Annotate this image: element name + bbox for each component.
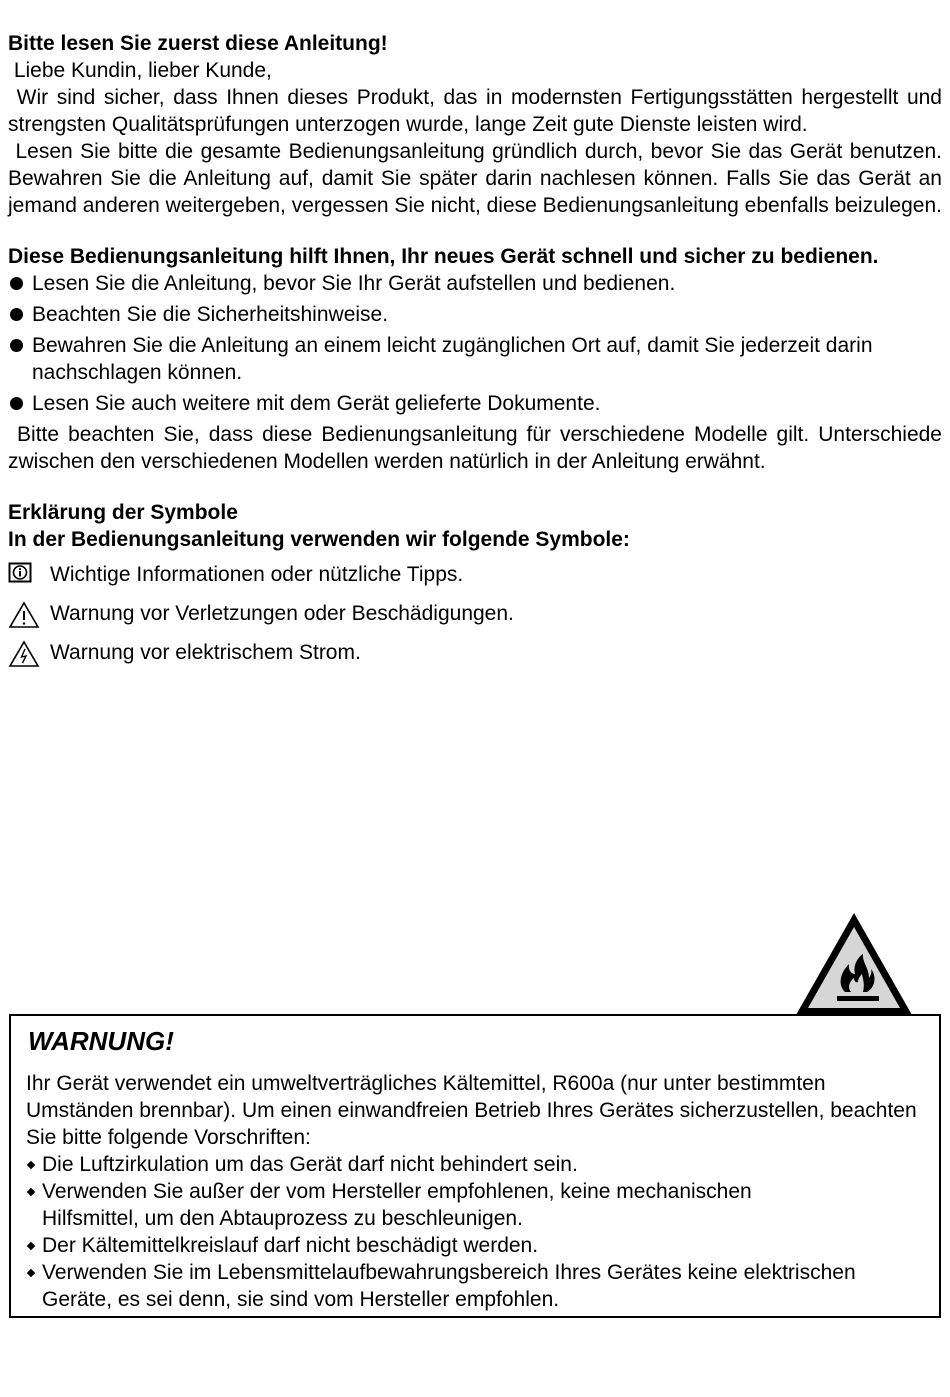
list-item: Die Luftzirkulation um das Gerät darf nicht behindert sein. xyxy=(26,1151,925,1178)
symbol-row-electric xyxy=(8,633,942,672)
warning-bullet-list xyxy=(26,1151,925,1313)
symbol-text-info: Wichtige Informationen oder nützliche Tipps. xyxy=(50,563,464,586)
list-item: Lesen Sie die Anleitung, bevor Sie Ihr Gerät aufstellen und bedienen. xyxy=(8,270,942,297)
bullet-icon xyxy=(10,308,23,321)
symbols-subheading: In der Bedienungsanleitung verwenden wir folgende Symbole: xyxy=(8,528,630,551)
flammable-warning-icon xyxy=(795,912,913,1016)
diamond-bullet-icon xyxy=(27,1188,35,1196)
symbol-row-warning xyxy=(8,594,942,633)
diamond-bullet-icon xyxy=(27,1269,35,1277)
list-item: Beachten Sie die Sicherheitshinweise. xyxy=(8,301,942,328)
greeting: Liebe Kundin, lieber Kunde, xyxy=(8,59,272,82)
symbol-text-electric: Warnung vor elektrischem Strom. xyxy=(50,641,361,664)
models-note: Bitte beachten Sie, dass diese Bedienungsanleitung für verschiedene Modelle gilt. Unterschiede zwischen den verschiedenen Modellen werden natürlich in der Anleitung erwähnt. xyxy=(8,423,948,473)
list-item: Der Kältemittelkreislauf darf nicht beschädigt werden. xyxy=(26,1232,925,1259)
symbol-text-warning: Warnung vor Verletzungen oder Beschädigungen. xyxy=(50,602,514,625)
list-item: Bewahren Sie die Anleitung an einem leicht zugänglichen Ort auf, damit Sie jederzeit darin nachschlagen können. xyxy=(8,332,942,386)
list-item: Lesen Sie auch weitere mit dem Gerät gelieferte Dokumente. xyxy=(8,390,942,417)
info-icon xyxy=(8,562,38,588)
bullet-icon xyxy=(10,339,23,352)
intro-paragraph-2: Lesen Sie bitte die gesamte Bedienungsanleitung gründlich durch, bevor Sie das Gerät benutzen. Bewahren Sie die Anleitung auf, damit Sie später darin nachlesen können. Falls Sie das Gerät an jemand anderen weitergeben, vergessen Sie nicht, diese Bedienungsanleitung ebenfalls beizulegen. xyxy=(8,140,948,217)
intro-paragraph-1: Wir sind sicher, dass Ihnen dieses Produkt, das in modernsten Fertigungsstätten hergestellt und strengsten Qualitätsprüfungen unterzogen wurde, lange Zeit gute Dienste leisten wird. xyxy=(8,86,948,136)
refrigerant-warning-box xyxy=(9,1014,941,1318)
warning-text: Ihr Gerät verwendet ein umweltverträgliches Kältemittel, R600a (nur unter bestimmten Umständen brennbar). Um einen einwandfreien Betrieb Ihres Gerätes sicherzustellen, beachten Sie bitte folgende Vorschriften: xyxy=(26,1072,917,1149)
bullet-icon xyxy=(10,397,23,410)
intro-heading: Bitte lesen Sie zuerst diese Anleitung! xyxy=(8,32,388,55)
warning-title: WARNUNG! xyxy=(28,1026,174,1056)
electric-warning-icon xyxy=(8,640,38,666)
diamond-bullet-icon xyxy=(27,1161,35,1169)
bullet-icon xyxy=(10,277,23,290)
list-item: Verwenden Sie außer der vom Hersteller empfohlenen, keine mechanischen Hilfsmittel, um den Abtauprozess zu beschleunigen. xyxy=(26,1178,925,1232)
guide-bullet-list xyxy=(8,270,942,417)
warning-triangle-icon xyxy=(8,601,38,627)
manual-page xyxy=(8,30,948,672)
diamond-bullet-icon xyxy=(27,1242,35,1250)
symbols-heading: Erklärung der Symbole xyxy=(8,501,238,524)
symbol-row-info xyxy=(8,555,942,594)
list-item: Verwenden Sie im Lebensmittelaufbewahrungsbereich Ihres Gerätes keine elektrischen Geräte, es sei denn, sie sind vom Hersteller empfohlen. xyxy=(26,1259,925,1313)
guide-heading: Diese Bedienungsanleitung hilft Ihnen, Ihr neues Gerät schnell und sicher zu bedienen. xyxy=(8,245,879,268)
